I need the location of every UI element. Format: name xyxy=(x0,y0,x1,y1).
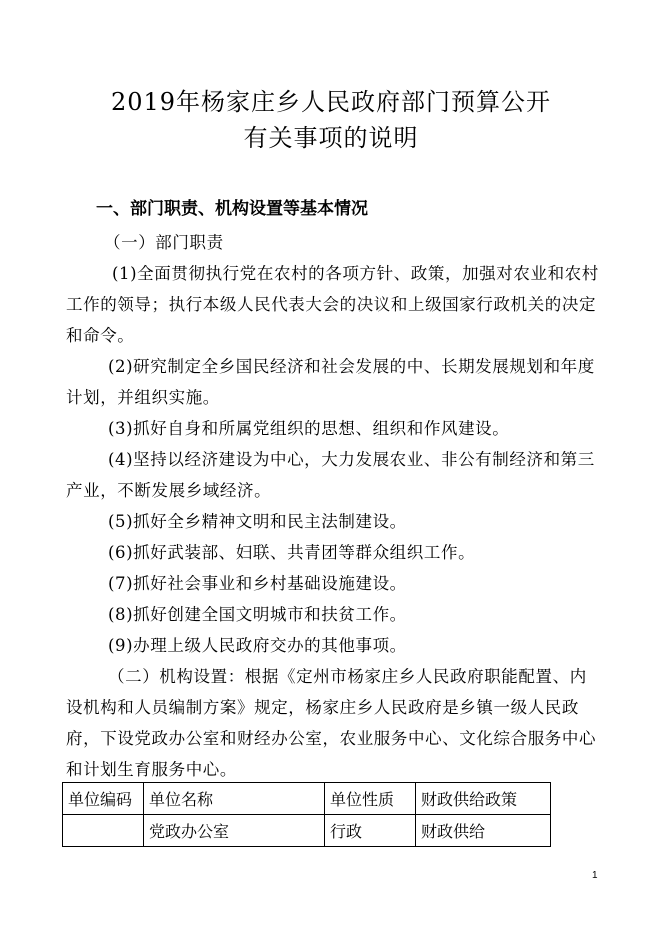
duty-item-1: (1)全面贯彻执行党在农村的各项方针、政策，加强对农业和农村工作的领导；执行本级人民代表大会的决议和上级国家行政机关的决定和命令。 xyxy=(66,264,599,345)
header-unit-code: 单位编码 xyxy=(63,783,144,815)
title-line-1: 2019年杨家庄乡人民政府部门预算公开 xyxy=(110,88,552,116)
unit-table xyxy=(62,782,551,847)
page-number: 1 xyxy=(592,870,598,881)
duty-item-6: (6)抓好武装部、妇联、共青团等群众组织工作。 xyxy=(108,543,476,562)
table-header-row xyxy=(63,783,551,815)
duty-item-5: (5)抓好全乡精神文明和民主法制建设。 xyxy=(108,512,407,531)
title-line-2: 有关事项的说明 xyxy=(243,124,419,152)
cell-unit-name: 党政办公室 xyxy=(144,815,325,847)
header-unit-name: 单位名称 xyxy=(144,783,325,815)
cell-unit-code xyxy=(63,815,144,847)
section-heading-basic-info: 一、部门职责、机构设置等基本情况 xyxy=(96,199,368,219)
subheading-duties: （一）部门职责 xyxy=(104,233,224,252)
duty-item-8: (8)抓好创建全国文明城市和扶贫工作。 xyxy=(108,605,407,624)
duty-item-9: (9)办理上级人民政府交办的其他事项。 xyxy=(108,636,407,655)
table-row xyxy=(63,815,551,847)
org-structure-paragraph: （二）机构设置：根据《定州市杨家庄乡人民政府职能配置、内设机构和人员编制方案》规定，杨家庄乡人民政府是乡镇一级人民政府，下设党政办公室和财经办公室，农业服务中心、文化综合服务中心和计划生育服务中心。 xyxy=(66,667,597,779)
header-unit-nature: 单位性质 xyxy=(325,783,416,815)
cell-funding-policy: 财政供给 xyxy=(416,815,551,847)
header-funding-policy: 财政供给政策 xyxy=(416,783,551,815)
duty-item-4: (4)坚持以经济建设为中心，大力发展农业、非公有制经济和第三产业，不断发展乡域经济。 xyxy=(66,450,595,500)
duty-item-3: (3)抓好自身和所属党组织的思想、组织和作风建设。 xyxy=(108,419,510,438)
duty-item-7: (7)抓好社会事业和乡村基础设施建设。 xyxy=(108,574,407,593)
duty-item-2: (2)研究制定全乡国民经济和社会发展的中、长期发展规划和年度计划，并组织实施。 xyxy=(66,357,595,407)
cell-unit-nature: 行政 xyxy=(325,815,416,847)
